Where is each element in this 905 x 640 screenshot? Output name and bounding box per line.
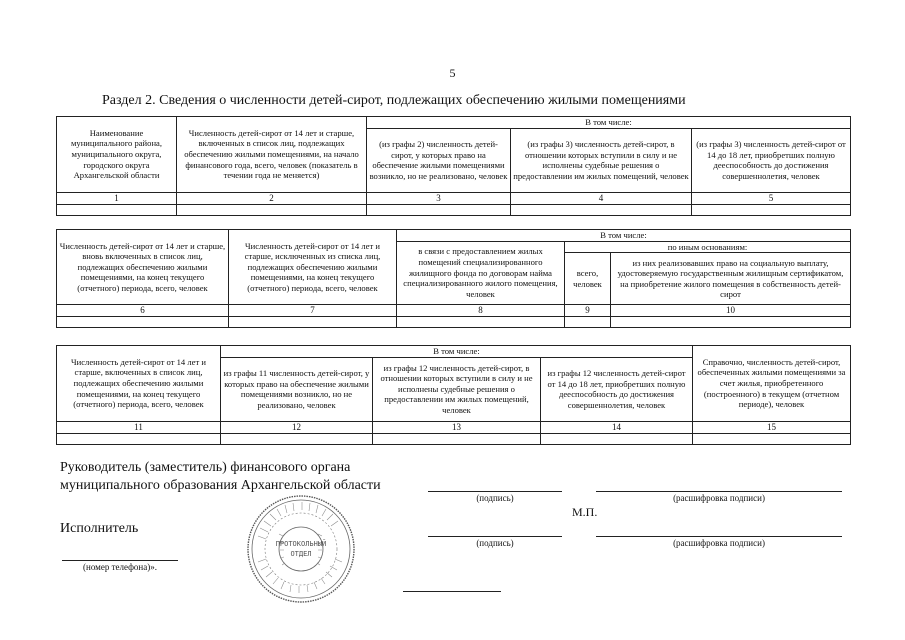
t3-empty-cell[interactable]: [221, 433, 373, 444]
head-signature-line[interactable]: [428, 491, 562, 492]
t2-empty-cell[interactable]: [397, 317, 565, 328]
t2-empty-cell[interactable]: [57, 317, 229, 328]
t3-header-14: из графы 12 численность детей-сирот от 14 до 18 лет, приобретших полную дееспособность до достижения совершеннолетия, человек: [541, 357, 693, 421]
t1-col-number: 5: [692, 192, 851, 204]
t2-col-number: 7: [229, 305, 397, 317]
t1-empty-cell[interactable]: [57, 204, 177, 215]
head-decoding-caption: (расшифровка подписи): [673, 493, 765, 503]
head-signature-caption: (подпись): [476, 493, 514, 503]
t3-header-11: Численность детей-сирот от 14 лет и старше, включенных в список лиц, подлежащих обеспечению жилыми помещениями, на конец текущего (отчетного) периода, всего, человек: [57, 346, 221, 422]
t2-header-8: в связи с предоставлением жилых помещений специализированного жилищного фонда по договорам найма специализированного жилого помещения, человек: [397, 241, 565, 305]
t3-group-header: В том числе:: [221, 346, 693, 358]
t2-header-10: из них реализовавших право на социальную выплату, удостоверяемую государственным жилищным сертификатом, на приобретение жилого помещения в собственность детей-сирот: [611, 253, 851, 305]
t3-empty-cell[interactable]: [57, 433, 221, 444]
t2-header-7: Численность детей-сирот от 14 лет и старше, исключенных из списка лиц, подлежащих обеспечению жилыми помещениями, на конец текущего (отчетного) периода, всего, человек: [229, 230, 397, 305]
t2-col-number: 6: [57, 305, 229, 317]
t1-col-number: 2: [177, 192, 367, 204]
t1-empty-cell[interactable]: [511, 204, 692, 215]
t2-empty-cell[interactable]: [229, 317, 397, 328]
head-title-line-1: Руководитель (заместитель) финансового органа: [60, 460, 351, 475]
t1-col-number: 3: [367, 192, 511, 204]
t3-col-number: 13: [373, 421, 541, 433]
executor-label: Исполнитель: [60, 521, 139, 536]
t2-empty-cell[interactable]: [611, 317, 851, 328]
t1-col-number: 1: [57, 192, 177, 204]
t1-group-header: В том числе:: [367, 117, 851, 129]
t1-header-4: (из графы 3) численность детей-сирот, в отношении которых вступили в силу и не исполнены судебные решения о предоставлении им жилых помещений, человек: [511, 128, 692, 192]
t3-empty-cell[interactable]: [373, 433, 541, 444]
executor-signature-caption: (подпись): [476, 538, 514, 548]
page-number: 5: [449, 66, 456, 80]
section-title: Раздел 2. Сведения о численности детей-сирот, подлежащих обеспечению жилыми помещениями: [102, 93, 686, 108]
t3-header-15: Справочно, численность детей-сирот, обеспеченных жилыми помещениями за счет жилья, приобретенного (построенного) в текущем (отчетном периоде), человек: [693, 346, 851, 422]
t2-col-number: 9: [565, 305, 611, 317]
table-3: [56, 345, 851, 445]
t3-empty-cell[interactable]: [693, 433, 851, 444]
svg-text:ОТДЕЛ: ОТДЕЛ: [290, 550, 312, 558]
t3-header-13: из графы 12 численность детей-сирот, в отношении которых вступили в силу и не исполнены судебные решения о предоставлении им жилых помещений, человек: [373, 357, 541, 421]
phone-caption: (номер телефона)».: [83, 562, 157, 572]
svg-text:ПРОТОКОЛЬНЫЙ: ПРОТОКОЛЬНЫЙ: [275, 540, 327, 548]
table-1: [56, 116, 851, 216]
phone-line[interactable]: [62, 560, 178, 561]
t1-col-number: 4: [511, 192, 692, 204]
t3-col-number: 12: [221, 421, 373, 433]
t2-subgroup-header: по иным основаниям:: [565, 241, 851, 253]
head-title-line-2: муниципального образования Архангельской области: [60, 478, 381, 493]
t1-header-3: (из графы 2) численность детей-сирот, у которых право на обеспечение жилыми помещениями возникло, но не реализовано, человек: [367, 128, 511, 192]
t3-empty-cell[interactable]: [541, 433, 693, 444]
footer-rule: [403, 591, 501, 592]
t1-header-5: (из графы 3) численность детей-сирот от 14 до 18 лет, приобретших полную дееспособность до достижения совершеннолетия, человек: [692, 128, 851, 192]
official-stamp-icon: [246, 494, 356, 604]
head-decoding-line[interactable]: [596, 491, 842, 492]
t2-header-9: всего, человек: [565, 253, 611, 305]
t3-col-number: 15: [693, 421, 851, 433]
t1-empty-cell[interactable]: [367, 204, 511, 215]
t3-header-12: из графы 11 численность детей-сирот, у которых право на обеспечение жилыми помещениями возникло, но не реализовано, человек: [221, 357, 373, 421]
t1-header-2: Численность детей-сирот от 14 лет и старше, включенных в список лиц, подлежащих обеспечению жилыми помещениями, на начало финансового года, всего, человек (показатель в течении года не меняется): [177, 117, 367, 193]
executor-decoding-caption: (расшифровка подписи): [673, 538, 765, 548]
seal-place-mark: М.П.: [572, 505, 598, 519]
t3-col-number: 14: [541, 421, 693, 433]
t2-col-number: 8: [397, 305, 565, 317]
t3-col-number: 11: [57, 421, 221, 433]
executor-decoding-line[interactable]: [596, 536, 842, 537]
executor-signature-line[interactable]: [428, 536, 562, 537]
t2-header-6: Численность детей-сирот от 14 лет и старше, вновь включенных в список лиц, подлежащих обеспечению жилыми помещениями, на конец текущего (отчетного) периода, всего, человек: [57, 230, 229, 305]
table-2: [56, 229, 851, 328]
t2-col-number: 10: [611, 305, 851, 317]
t1-empty-cell[interactable]: [177, 204, 367, 215]
t2-group-header: В том числе:: [397, 230, 851, 242]
t1-header-1: Наименование муниципального района, муниципального округа, городского округа Архангельской области: [57, 117, 177, 193]
t2-empty-cell[interactable]: [565, 317, 611, 328]
t1-empty-cell[interactable]: [692, 204, 851, 215]
